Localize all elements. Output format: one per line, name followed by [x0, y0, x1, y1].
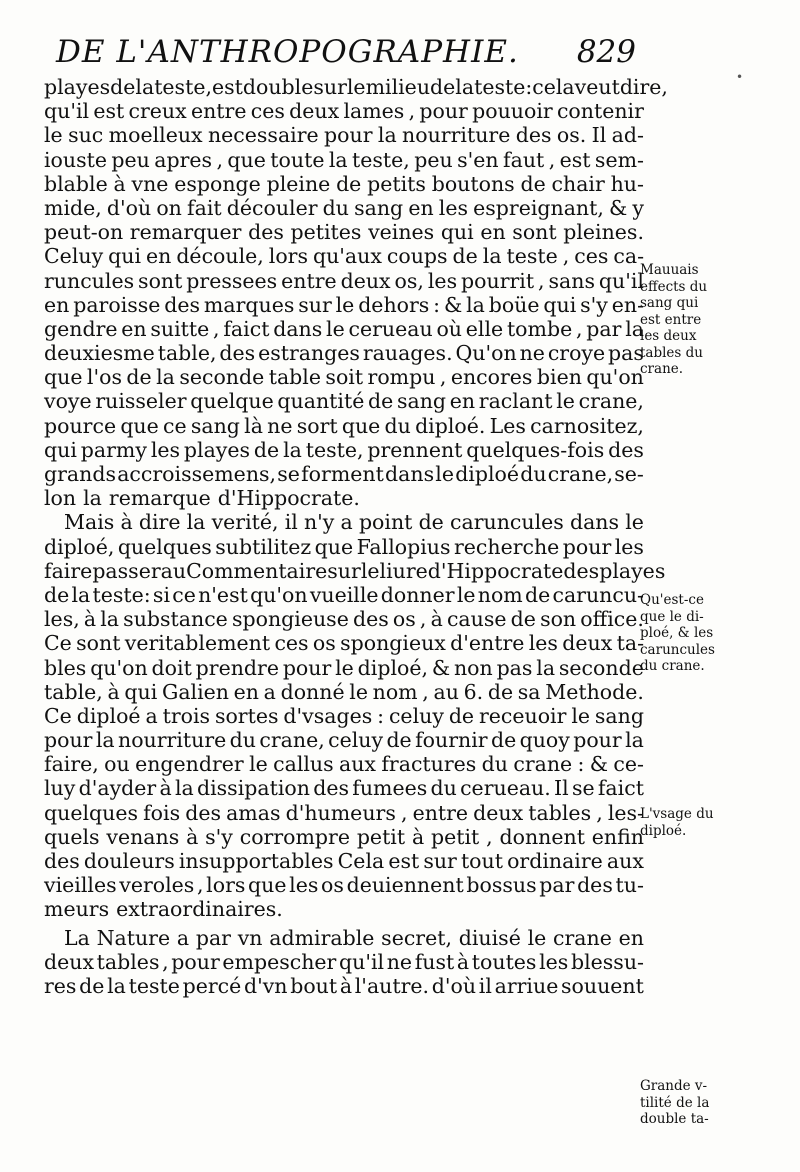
margin-note-line: tables du	[640, 344, 703, 361]
text-line: pour la nourriture du crane, celuy de fournir de quoy pour la	[44, 728, 644, 753]
margin-note-line: caruncules	[640, 641, 715, 658]
margin-note-caruncules	[640, 592, 790, 675]
margin-notes	[640, 0, 790, 1172]
margin-note-double-table	[640, 1078, 790, 1128]
margin-note-bad-effects	[640, 262, 790, 378]
text-line: blable à vne esponge pleine de petits boutons de chair hu-	[44, 171, 644, 196]
text-line: en paroisse des marques sur le dehors : & la boüe qui s'y en-	[44, 292, 644, 317]
text-line: les, à la substance spongieuse des os , à cause de son office.	[44, 607, 644, 632]
margin-note-line: Mauuais	[640, 262, 699, 278]
running-title: DE L'ANTHROPOGRAPHIE.	[56, 34, 519, 70]
text-line: table, à qui Galien en a donné le nom , au 6. de sa Methode.	[44, 679, 644, 704]
margin-note-line: double ta-	[640, 1111, 709, 1127]
margin-note-line: les deux	[640, 328, 697, 344]
text-line: diploé, quelques subtilitez que Fallopius recherche pour les	[44, 534, 644, 559]
margin-note-line: ploé, & les	[640, 625, 714, 641]
text-line: deuxiesme table, des estranges rauages. Qu'on ne croye pas	[44, 341, 644, 366]
text-line: quelques fois des amas d'humeurs , entre deux tables , les-	[44, 800, 644, 825]
text-line: faire, ou engendrer le callus aux fractures du crane : & ce-	[44, 752, 644, 777]
text-line: res de la teste percé d'vn bout à l'autre. d'où il arriue souuent	[44, 973, 644, 998]
text-line: gendre en suitte , faict dans le cerueau où elle tombe , par la	[44, 316, 644, 341]
text-line: runcules sont pressees entre deux os, les pourrit , sans qu'il	[44, 268, 644, 293]
text-line: pource que ce sang là ne sort que du diploé. Les carnositez,	[44, 413, 644, 438]
text-line: luy d'ayder à la dissipation des fumees du cerueau. Il se faict	[44, 776, 644, 801]
text-line: Celuy qui en découle, lors qu'aux coups de la teste , ces ca-	[44, 244, 644, 269]
margin-note-line: L'vsage du	[640, 806, 714, 822]
text-line: playes de la teste, est double sur le milieu de la teste: cela veut dire,	[44, 75, 668, 99]
text-line: La Nature a par vn admirable secret, diuisé le crane en	[64, 925, 644, 950]
text-line: que l'os de la seconde table soit rompu , encores bien qu'on	[44, 365, 644, 390]
text-line: peut-on remarquer des petites veines qui en sont pleines.	[44, 220, 644, 245]
text-line: iouste peu apres , que toute la teste, peu s'en faut , est sem-	[44, 147, 644, 172]
margin-mark-icon: •	[736, 70, 744, 84]
margin-note-line: diploé.	[640, 822, 687, 839]
text-line: des douleurs insupportables Cela est sur tout ordinaire aux	[44, 849, 644, 873]
text-line: Mais à dire la verité, il n'y a point de caruncules dans le	[64, 510, 644, 535]
running-head	[56, 34, 636, 74]
text-line: qui parmy les playes de la teste, prennent quelques-fois des	[44, 437, 644, 462]
text-line: Ce diploé a trois sortes d'vsages : celuy de receuoir le sang	[44, 703, 644, 728]
text-line: de la teste: si ce n'est qu'on vueille donner le nom de caruncu-	[44, 582, 644, 607]
text-line: le suc moelleux necessaire pour la nourriture des os. Il ad-	[44, 123, 644, 148]
text-line: lon la remarque d'Hippocrate.	[44, 486, 360, 511]
text-line: Ce sont veritablement ces os spongieux d'entre les deux ta-	[44, 631, 644, 656]
margin-note-line: tilité de la	[640, 1094, 710, 1111]
text-line: mide, d'où on fait découler du sang en les espreignant, & y	[44, 195, 644, 220]
text-line: quels venans à s'y corrompre petit à petit , donnent enfin	[44, 824, 644, 849]
margin-note-line: sang qui	[640, 295, 699, 311]
margin-note-line: du crane.	[640, 658, 705, 674]
margin-note-line: Qu'est-ce	[640, 592, 704, 608]
margin-note-diploe-usage	[640, 806, 790, 839]
text-line: qu'il est creux entre ces deux lames , pour pouuoir contenir	[44, 99, 644, 124]
margin-note-line: crane.	[640, 361, 684, 377]
margin-note-line: que le di-	[640, 608, 704, 625]
margin-note-line: effects du	[640, 278, 708, 295]
text-line: deux tables , pour empescher qu'il ne fust à toutes les blessu-	[44, 949, 644, 974]
text-line: vieilles veroles , lors que les os deuiennent bossus par des tu-	[44, 873, 644, 898]
text-line: meurs extraordinaires.	[44, 897, 283, 922]
text-line: voye ruisseler quelque quantité de sang en raclant le crane,	[44, 389, 644, 414]
page-number: 829	[576, 34, 636, 70]
text-line: faire passer au Commentaire sur le liure d'Hippocrate des playes	[44, 558, 666, 583]
body-text	[44, 75, 668, 998]
margin-note-line: est entre	[640, 311, 702, 328]
text-line: bles qu'on doit prendre pour le diploé, & non pas la seconde	[44, 655, 644, 680]
margin-note-line: Grande v-	[640, 1078, 708, 1094]
text-line: grands accroissemens, se forment dans le diploé du crane, se-	[44, 462, 644, 486]
